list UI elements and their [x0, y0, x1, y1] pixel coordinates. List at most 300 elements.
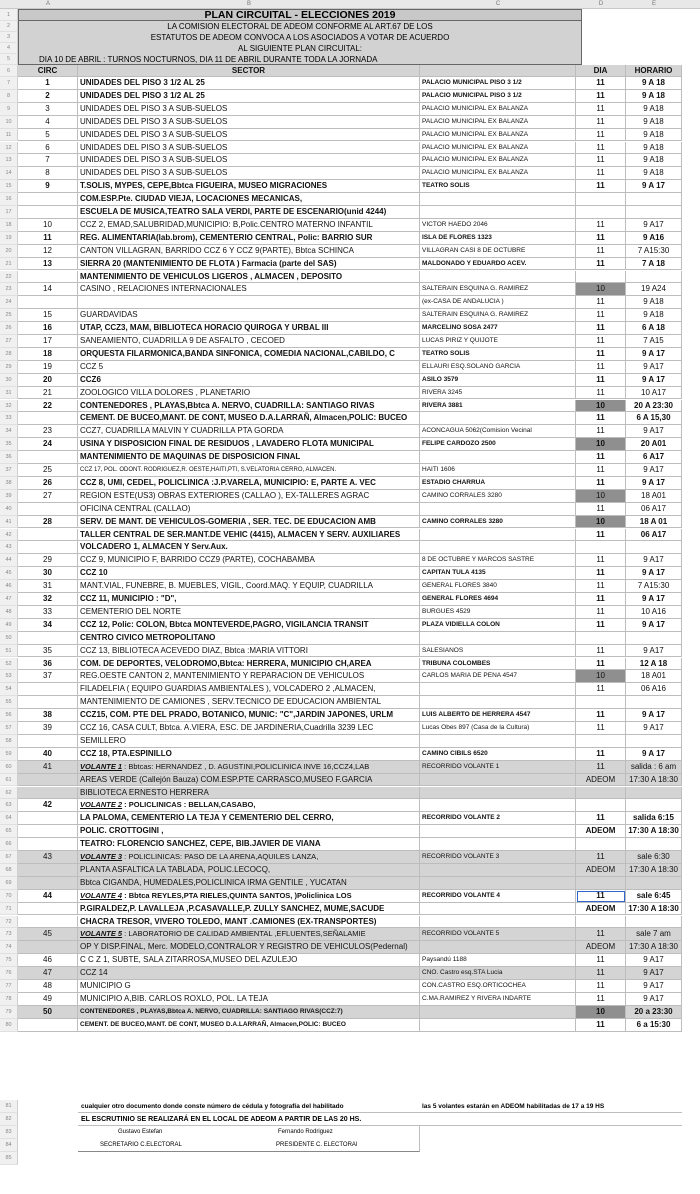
cell-horario[interactable]: 6 A 15,30 — [626, 412, 682, 425]
cell-circ[interactable]: 30 — [18, 567, 78, 580]
cell-sector[interactable]: CANTON VILLAGRAN, BARRIDO CCZ 6 Y CCZ 9(PARTE), Bbtca SCHINCA — [78, 245, 420, 258]
cell-sector[interactable]: UNIDADES DEL PISO 3 A SUB-SUELOS — [78, 154, 420, 167]
cell-circ[interactable]: 15 — [18, 309, 78, 322]
cell-circ[interactable]: 16 — [18, 322, 78, 335]
row-number[interactable]: 63 — [0, 799, 18, 812]
cell-dia[interactable] — [576, 787, 626, 800]
row-number[interactable]: 22 — [0, 271, 18, 284]
cell-location[interactable]: LUIS ALBERTO DE HERRERA 4547 — [420, 709, 576, 722]
cell-horario[interactable]: 9 A18 — [626, 142, 682, 155]
cell-dia[interactable] — [576, 632, 626, 645]
cell-location[interactable] — [420, 529, 576, 542]
cell-horario[interactable]: 9 A 17 — [626, 374, 682, 387]
cell-circ[interactable] — [18, 412, 78, 425]
row-number[interactable]: 70 — [0, 890, 18, 903]
cell-sector[interactable]: BIBLIOTECA ERNESTO HERRERA — [78, 787, 420, 800]
cell-circ[interactable] — [18, 838, 78, 851]
cell-location[interactable]: ACONCAGUA 5062(Comision Vecinal — [420, 425, 576, 438]
row-number[interactable]: 29 — [0, 361, 18, 374]
cell-circ[interactable] — [18, 271, 78, 284]
cell-circ[interactable]: 37 — [18, 670, 78, 683]
cell-location[interactable]: PALACIO MUNICIPAL EX BALANZA — [420, 116, 576, 129]
cell-location[interactable]: PALACIO MUNICIPAL EX BALANZA — [420, 142, 576, 155]
note-cell[interactable] — [78, 1100, 682, 1113]
cell-horario[interactable]: 9 A18 — [626, 154, 682, 167]
cell-location[interactable] — [420, 696, 576, 709]
column-header-c[interactable]: C — [495, 1, 501, 7]
cell-location[interactable]: LUCAS PIRIZ Y QUIJOTE — [420, 335, 576, 348]
cell-horario[interactable]: 17:30 A 18:30 — [626, 941, 682, 954]
cell-sector[interactable]: AREAS VERDE (Callejón Bauza) COM.ESP.PTE CARRASCO,MUSEO F.GARCIA — [78, 774, 420, 787]
cell-sector[interactable]: UNIDADES DEL PISO 3 1/2 AL 25 — [78, 90, 420, 103]
cell-circ[interactable] — [18, 529, 78, 542]
cell-dia[interactable]: 11 — [576, 167, 626, 180]
cell-location[interactable] — [420, 825, 576, 838]
cell-circ[interactable]: 35 — [18, 645, 78, 658]
cell-location[interactable]: ISLA DE FLORES 1323 — [420, 232, 576, 245]
row-number[interactable]: 53 — [0, 670, 18, 683]
cell-circ[interactable]: 39 — [18, 722, 78, 735]
cell-sector[interactable]: UNIDADES DEL PISO 3 A SUB-SUELOS — [78, 103, 420, 116]
row-number[interactable]: 32 — [0, 400, 18, 413]
row-number[interactable]: 57 — [0, 722, 18, 735]
cell-location[interactable]: Paysandú 1188 — [420, 954, 576, 967]
cell-location[interactable]: SALTERAIN ESQUINA G. RAMIREZ — [420, 309, 576, 322]
row-number[interactable]: 30 — [0, 374, 18, 387]
cell-circ[interactable] — [18, 503, 78, 516]
cell-location[interactable]: MALDONADO Y EDUARDO ACEV. — [420, 258, 576, 271]
cell-circ[interactable]: 11 — [18, 232, 78, 245]
cell-circ[interactable]: 19 — [18, 361, 78, 374]
row-number[interactable]: 58 — [0, 735, 18, 748]
cell-horario[interactable]: 9 A 17 — [626, 709, 682, 722]
cell-location[interactable]: GENERAL FLORES 4694 — [420, 593, 576, 606]
row-number[interactable]: 38 — [0, 477, 18, 490]
row-number[interactable]: 77 — [0, 980, 18, 993]
cell-location[interactable]: CAPITAN TULA 4135 — [420, 567, 576, 580]
cell-sector[interactable]: UNIDADES DEL PISO 3 1/2 AL 25 — [78, 77, 420, 90]
row-number[interactable]: 73 — [0, 928, 18, 941]
cell-circ[interactable] — [18, 774, 78, 787]
cell-location[interactable]: PALACIO MUNICIPAL PISO 3 1/2 — [420, 90, 576, 103]
cell-location[interactable] — [420, 903, 576, 916]
cell-dia[interactable] — [576, 838, 626, 851]
cell-circ[interactable] — [18, 941, 78, 954]
cell-sector[interactable]: MANT.VIAL, FUNEBRE, B. MUEBLES, VIGIL, Coord.MAQ. Y EQUIP, CUADRILLA — [78, 580, 420, 593]
cell-dia[interactable]: 11 — [576, 103, 626, 116]
cell-circ[interactable]: 40 — [18, 748, 78, 761]
cell-horario[interactable]: 9 A16 — [626, 232, 682, 245]
cell-dia[interactable]: 11 — [576, 348, 626, 361]
cell-horario[interactable]: 9 A 17 — [626, 567, 682, 580]
row-number[interactable]: 66 — [0, 838, 18, 851]
cell-horario[interactable]: 17:30 A 18:30 — [626, 774, 682, 787]
cell-location[interactable]: PALACIO MUNICIPAL EX BALANZA — [420, 103, 576, 116]
cell-horario[interactable]: 9 A17 — [626, 954, 682, 967]
row-number[interactable]: 23 — [0, 283, 18, 296]
row-number[interactable]: 37 — [0, 464, 18, 477]
cell-location[interactable] — [420, 632, 576, 645]
cell-location[interactable]: FELIPE CARDOZO 2500 — [420, 438, 576, 451]
cell-dia[interactable] — [576, 916, 626, 929]
row-number[interactable]: 71 — [0, 903, 18, 916]
header-blank[interactable] — [420, 65, 576, 77]
cell-sector[interactable]: CENTRO CIVICO METROPOLITANO — [78, 632, 420, 645]
cell-location[interactable]: BURGUES 4529 — [420, 606, 576, 619]
cell-sector[interactable]: ZOOLOGICO VILLA DOLORES , PLANETARIO — [78, 387, 420, 400]
cell-location[interactable] — [420, 941, 576, 954]
cell-circ[interactable] — [18, 1019, 78, 1032]
cell-horario[interactable]: 9 A18 — [626, 309, 682, 322]
row-number[interactable]: 19 — [0, 232, 18, 245]
cell-sector[interactable]: CCZ 8, UMI, CEDEL, POLICLINICA :J.P.VARELA, MUNICIPIO: E, PARTE A. VEC — [78, 477, 420, 490]
row-number[interactable]: 59 — [0, 748, 18, 761]
row-number[interactable]: 48 — [0, 606, 18, 619]
cell-circ[interactable]: 24 — [18, 438, 78, 451]
cell-sector[interactable]: SERV. DE MANT. DE VEHICULOS-GOMERIA , SER. TEC. DE EDUCACION AMB — [78, 516, 420, 529]
cell-circ[interactable]: 26 — [18, 477, 78, 490]
cell-dia[interactable]: 11 — [576, 683, 626, 696]
cell-sector[interactable]: CEMENT. DE BUCEO,MANT. DE CONT, MUSEO D.A.LARRAÑ, Almacen,POLIC: BUCEO — [78, 1019, 420, 1032]
row-number[interactable]: 69 — [0, 877, 18, 890]
cell-location[interactable]: VICTOR HAEDO 2046 — [420, 219, 576, 232]
cell-circ[interactable]: 12 — [18, 245, 78, 258]
cell-dia[interactable]: 11 — [576, 709, 626, 722]
cell-sector[interactable]: POLIC. CROTTOGINI , — [78, 825, 420, 838]
cell-sector[interactable]: CCZ 11, MUNICIPIO : "D", — [78, 593, 420, 606]
row-number[interactable]: 31 — [0, 387, 18, 400]
cell-circ[interactable] — [18, 916, 78, 929]
cell-horario[interactable]: 9 A17 — [626, 425, 682, 438]
cell-dia[interactable]: 11 — [576, 812, 626, 825]
cell-sector[interactable]: REG.OESTE CANTON 2, MANTENIMIENTO Y REPARACION DE VEHICULOS — [78, 670, 420, 683]
cell-location[interactable]: VILLAGRAN CASI 8 DE OCTUBRE — [420, 245, 576, 258]
cell-dia[interactable]: 11 — [576, 232, 626, 245]
cell-circ[interactable]: 25 — [18, 464, 78, 477]
cell-dia[interactable]: 11 — [576, 980, 626, 993]
row-number[interactable]: 12 — [0, 142, 18, 155]
row-number[interactable]: 9 — [0, 103, 18, 116]
cell-dia[interactable]: 11 — [576, 77, 626, 90]
cell-dia[interactable]: 11 — [576, 619, 626, 632]
row-number[interactable]: 39 — [0, 490, 18, 503]
cell-location[interactable]: RECORRIDO VOLANTE 3 — [420, 851, 576, 864]
cell-location[interactable]: PALACIO MUNICIPAL EX BALANZA — [420, 167, 576, 180]
column-header-b[interactable]: B — [246, 1, 251, 7]
cell-location[interactable] — [420, 451, 576, 464]
cell-circ[interactable]: 27 — [18, 490, 78, 503]
cell-dia[interactable]: 11 — [576, 761, 626, 774]
cell-dia[interactable]: 10 — [576, 400, 626, 413]
cell-dia[interactable]: 11 — [576, 722, 626, 735]
cell-horario[interactable]: 18 A01 — [626, 490, 682, 503]
cell-location[interactable] — [420, 541, 576, 554]
cell-horario[interactable] — [626, 916, 682, 929]
cell-horario[interactable]: 9 A18 — [626, 116, 682, 129]
column-header-e[interactable]: E — [651, 1, 656, 7]
cell-location[interactable] — [420, 1006, 576, 1019]
cell-dia[interactable]: 11 — [576, 129, 626, 142]
cell-horario[interactable]: 9 A 17 — [626, 180, 682, 193]
cell-sector[interactable]: TEATRO: FLORENCIO SANCHEZ, CEPE, BIB.JAVIER DE VIANA — [78, 838, 420, 851]
cell-sector[interactable]: SIERRA 20 (MANTENIMIENTO DE FLOTA ) Farmacia (parte del SAS) — [78, 258, 420, 271]
cell-sector[interactable] — [78, 928, 420, 941]
cell-circ[interactable]: 45 — [18, 928, 78, 941]
cell-dia[interactable]: 11 — [576, 593, 626, 606]
cell-horario[interactable]: 9 A 17 — [626, 748, 682, 761]
cell-horario[interactable]: salida : 6 am — [626, 761, 682, 774]
cell-dia[interactable]: 11 — [576, 451, 626, 464]
cell-location[interactable]: CAMINO CORRALES 3280 — [420, 516, 576, 529]
cell-dia[interactable]: 11 — [576, 296, 626, 309]
cell-circ[interactable]: 46 — [18, 954, 78, 967]
cell-sector[interactable]: USINA Y DISPOSICION FINAL DE RESIDUOS , LAVADERO FLOTA MUNICIPAL — [78, 438, 420, 451]
cell-horario[interactable]: 7 A15:30 — [626, 245, 682, 258]
cell-dia[interactable]: ADEOM — [576, 825, 626, 838]
cell-circ[interactable]: 13 — [18, 258, 78, 271]
row-number[interactable]: 33 — [0, 412, 18, 425]
cell-location[interactable]: HAITI 1606 — [420, 464, 576, 477]
cell-sector[interactable]: CHACRA TRESOR, VIVERO TOLEDO, MANT .CAMIONES (EX-TRANSPORTES) — [78, 916, 420, 929]
cell-sector[interactable]: ORQUESTA FILARMONICA,BANDA SINFONICA, COMEDIA NACIONAL,CABILDO, C — [78, 348, 420, 361]
cell-sector[interactable]: MANTENIMIENTO DE CAMIONES , SERV.TECNICO DE EDUCACION AMBIENTAL — [78, 696, 420, 709]
cell-circ[interactable]: 33 — [18, 606, 78, 619]
cell-circ[interactable]: 43 — [18, 851, 78, 864]
row-number[interactable]: 20 — [0, 245, 18, 258]
cell-circ[interactable]: 17 — [18, 335, 78, 348]
cell-dia[interactable]: 11 — [576, 554, 626, 567]
cell-horario[interactable] — [626, 632, 682, 645]
row-number[interactable]: 17 — [0, 206, 18, 219]
cell-dia[interactable]: 11 — [576, 258, 626, 271]
cell-dia[interactable]: 11 — [576, 567, 626, 580]
cell-location[interactable] — [420, 877, 576, 890]
cell-dia[interactable]: 11 — [576, 412, 626, 425]
cell-location[interactable] — [420, 838, 576, 851]
row-number[interactable]: 21 — [0, 258, 18, 271]
cell-dia[interactable]: 11 — [576, 464, 626, 477]
cell-sector[interactable] — [78, 890, 420, 903]
row-number[interactable]: 13 — [0, 154, 18, 167]
header-sector[interactable]: SECTOR — [78, 65, 420, 77]
cell-sector[interactable]: REG. ALIMENTARIA(lab.brom), CEMENTERIO CENTRAL, Polic: BARRIO SUR — [78, 232, 420, 245]
cell-location[interactable]: TEATRO SOLIS — [420, 180, 576, 193]
row-number[interactable]: 67 — [0, 851, 18, 864]
row-number[interactable]: 14 — [0, 167, 18, 180]
cell-horario[interactable]: 9 A17 — [626, 361, 682, 374]
cell-circ[interactable]: 36 — [18, 658, 78, 671]
cell-circ[interactable] — [18, 825, 78, 838]
cell-dia[interactable] — [576, 696, 626, 709]
cell-sector[interactable]: CEMENT. DE BUCEO,MANT. DE CONT, MUSEO D.A.LARRAÑ, Almacen,POLIC: BUCEO — [78, 412, 420, 425]
cell-location[interactable]: RECORRIDO VOLANTE 4 — [420, 890, 576, 903]
cell-sector[interactable]: CCZ7, CUADRILLA MALVIN Y CUADRILLA PTA GORDA — [78, 425, 420, 438]
row-number[interactable]: 60 — [0, 761, 18, 774]
cell-circ[interactable] — [18, 812, 78, 825]
cell-horario[interactable]: 9 A 17 — [626, 593, 682, 606]
cell-location[interactable]: (ex-CASA DE ANDALUCIA ) — [420, 296, 576, 309]
cell-sector[interactable]: UNIDADES DEL PISO 3 A SUB-SUELOS — [78, 167, 420, 180]
cell-horario[interactable]: sale 6:45 — [626, 890, 682, 903]
cell-dia[interactable]: 11 — [576, 748, 626, 761]
cell-location[interactable]: PALACIO MUNICIPAL EX BALANZA — [420, 154, 576, 167]
cell-dia[interactable]: 11 — [576, 851, 626, 864]
cell-horario[interactable]: 9 A18 — [626, 167, 682, 180]
cell-horario[interactable]: 9 A 17 — [626, 619, 682, 632]
cell-horario[interactable]: 9 A17 — [626, 722, 682, 735]
cell-dia[interactable]: 11 — [576, 180, 626, 193]
cell-sector[interactable]: CCZ 16, CASA CULT, Bbtca. A.VIERA, ESC. DE JARDINERIA,Cuadrilla 3239 LEC — [78, 722, 420, 735]
cell-sector[interactable]: VOLCADERO 1, ALMACEN Y Serv.Aux. — [78, 541, 420, 554]
cell-circ[interactable]: 28 — [18, 516, 78, 529]
cell-circ[interactable]: 2 — [18, 90, 78, 103]
cell-sector[interactable]: CONTENEDORES , PLAYAS,Bbtca A. NERVO, CUADRILLA: SANTIAGO RIVAS — [78, 400, 420, 413]
row-number[interactable]: 28 — [0, 348, 18, 361]
cell-horario[interactable]: 9 A17 — [626, 464, 682, 477]
cell-sector[interactable]: OFICINA CENTRAL (CALLAO) — [78, 503, 420, 516]
cell-dia[interactable]: 11 — [576, 245, 626, 258]
cell-sector[interactable]: MANTENIMIENTO DE MAQUINAS DE DISPOSICION FINAL — [78, 451, 420, 464]
cell-circ[interactable]: 50 — [18, 1006, 78, 1019]
cell-sector[interactable] — [78, 296, 420, 309]
cell-location[interactable]: PLAZA VIDIELLA COLON — [420, 619, 576, 632]
cell-location[interactable]: SALESIANOS — [420, 645, 576, 658]
cell-circ[interactable] — [18, 541, 78, 554]
cell-dia[interactable]: ADEOM — [576, 774, 626, 787]
cell-horario[interactable]: 06 A17 — [626, 529, 682, 542]
cell-sector[interactable]: SEMILLERO — [78, 735, 420, 748]
cell-sector[interactable]: MANTENIMIENTO DE VEHICULOS LIGEROS , ALMACEN , DEPOSITO — [78, 271, 420, 284]
row-number[interactable]: 11 — [0, 129, 18, 142]
column-header-d[interactable]: D — [598, 1, 604, 7]
cell-sector[interactable]: CCZ 18, PTA.ESPINILLO — [78, 748, 420, 761]
cell-sector[interactable] — [78, 851, 420, 864]
cell-dia[interactable]: 11 — [576, 580, 626, 593]
cell-circ[interactable] — [18, 206, 78, 219]
cell-horario[interactable] — [626, 696, 682, 709]
cell-horario[interactable]: 6 A17 — [626, 451, 682, 464]
cell-sector[interactable]: PLANTA ASFALTICA LA TABLADA, POLIC.LECOCQ, — [78, 864, 420, 877]
cell-sector[interactable]: COM.ESP.Pte. CIUDAD VIEJA, LOCACIONES MECANICAS, — [78, 193, 420, 206]
cell-horario[interactable]: sale 7 am — [626, 928, 682, 941]
cell-horario[interactable]: 9 A17 — [626, 554, 682, 567]
cell-sector[interactable]: TALLER CENTRAL DE SER.MANT.DE VEHIC (4415), ALMACEN Y SERV. AUXILIARES — [78, 529, 420, 542]
cell-horario[interactable] — [626, 193, 682, 206]
cell-sector[interactable] — [78, 799, 420, 812]
cell-circ[interactable]: 3 — [18, 103, 78, 116]
row-number[interactable]: 35 — [0, 438, 18, 451]
cell-dia[interactable]: 11 — [576, 503, 626, 516]
cell-sector[interactable]: MUNICIPIO A,BIB. CARLOS ROXLO, POL. LA TEJA — [78, 993, 420, 1006]
cell-location[interactable] — [420, 1019, 576, 1032]
cell-dia[interactable] — [576, 541, 626, 554]
cell-dia[interactable]: 11 — [576, 529, 626, 542]
cell-circ[interactable] — [18, 451, 78, 464]
row-number[interactable]: 50 — [0, 632, 18, 645]
cell-circ[interactable] — [18, 903, 78, 916]
cell-dia[interactable]: 11 — [576, 90, 626, 103]
cell-location[interactable] — [420, 271, 576, 284]
cell-horario[interactable]: 9 A17 — [626, 645, 682, 658]
cell-horario[interactable]: 7 A15:30 — [626, 580, 682, 593]
cell-circ[interactable]: 10 — [18, 219, 78, 232]
cell-circ[interactable]: 22 — [18, 400, 78, 413]
cell-horario[interactable]: 9 A18 — [626, 103, 682, 116]
cell-dia[interactable]: 11 — [576, 309, 626, 322]
cell-horario[interactable]: 10 A16 — [626, 606, 682, 619]
cell-sector[interactable]: UNIDADES DEL PISO 3 A SUB-SUELOS — [78, 142, 420, 155]
row-number[interactable]: 44 — [0, 554, 18, 567]
cell-circ[interactable]: 34 — [18, 619, 78, 632]
cell-circ[interactable]: 48 — [18, 980, 78, 993]
row-number[interactable]: 47 — [0, 593, 18, 606]
row-number[interactable]: 80 — [0, 1019, 18, 1032]
cell-sector[interactable]: MUNICIPIO G — [78, 980, 420, 993]
row-number[interactable]: 34 — [0, 425, 18, 438]
cell-horario[interactable]: 9 A17 — [626, 219, 682, 232]
cell-circ[interactable] — [18, 864, 78, 877]
row-number[interactable]: 15 — [0, 180, 18, 193]
cell-sector[interactable]: GUARDAVIDAS — [78, 309, 420, 322]
cell-circ[interactable]: 4 — [18, 116, 78, 129]
cell-location[interactable]: RECORRIDO VOLANTE 1 — [420, 761, 576, 774]
cell-location[interactable]: RIVERA 3245 — [420, 387, 576, 400]
cell-dia[interactable]: 11 — [576, 645, 626, 658]
note-escrutinio[interactable]: EL ESCRUTINIO SE REALIZARÁ EN EL LOCAL DE ADEOM A PARTIR DE LAS 20 HS. — [78, 1113, 682, 1126]
cell-horario[interactable]: 9 A17 — [626, 993, 682, 1006]
cell-location[interactable] — [420, 774, 576, 787]
cell-dia[interactable]: 11 — [576, 890, 626, 903]
cell-circ[interactable]: 9 — [18, 180, 78, 193]
row-number[interactable]: 56 — [0, 709, 18, 722]
header-dia[interactable]: DIA — [576, 65, 626, 77]
row-number[interactable]: 61 — [0, 774, 18, 787]
cell-circ[interactable]: 47 — [18, 967, 78, 980]
cell-location[interactable]: TEATRO SOLIS — [420, 348, 576, 361]
cell-sector[interactable]: Bbtca CIGANDA, HUMEDALES,POLICLINICA IRMA GENTILE , YUCATAN — [78, 877, 420, 890]
cell-circ[interactable]: 6 — [18, 142, 78, 155]
cell-sector[interactable]: OP Y DISP.FINAL, Merc. MODELO,CONTRALOR Y REGISTRO DE VEHICULOS(Pedernal) — [78, 941, 420, 954]
cell-circ[interactable] — [18, 877, 78, 890]
cell-dia[interactable]: 11 — [576, 954, 626, 967]
cell-horario[interactable]: 10 A17 — [626, 387, 682, 400]
cell-location[interactable]: RECORRIDO VOLANTE 2 — [420, 812, 576, 825]
cell-horario[interactable]: 06 A17 — [626, 503, 682, 516]
intro-line[interactable]: ESTATUTOS DE ADEOM CONVOCA A LOS ASOCIADOS A VOTAR DE ACUERDO — [18, 32, 582, 43]
cell-location[interactable] — [420, 412, 576, 425]
cell-circ[interactable] — [18, 193, 78, 206]
cell-horario[interactable]: salida 6:15 — [626, 812, 682, 825]
cell-horario[interactable]: 17:30 A 18:30 — [626, 864, 682, 877]
cell-location[interactable] — [420, 916, 576, 929]
cell-location[interactable]: PALACIO MUNICIPAL PISO 3 1/2 — [420, 77, 576, 90]
row-number[interactable]: 43 — [0, 541, 18, 554]
cell-circ[interactable]: 42 — [18, 799, 78, 812]
cell-location[interactable]: ASILO 3579 — [420, 374, 576, 387]
cell-dia[interactable]: 11 — [576, 658, 626, 671]
cell-dia[interactable]: 11 — [576, 425, 626, 438]
cell-horario[interactable]: 17:30 A 18:30 — [626, 903, 682, 916]
row-number[interactable]: 26 — [0, 322, 18, 335]
cell-location[interactable]: ELLAURI ESQ.SOLANO GARCIA — [420, 361, 576, 374]
cell-location[interactable]: CAMINO CIBILS 6520 — [420, 748, 576, 761]
row-number[interactable]: 65 — [0, 825, 18, 838]
cell-circ[interactable]: 8 — [18, 167, 78, 180]
cell-location[interactable]: CON.CASTRO ESQ.ORTICOCHEA — [420, 980, 576, 993]
cell-location[interactable] — [420, 864, 576, 877]
row-number[interactable]: 41 — [0, 516, 18, 529]
column-header-a[interactable]: A — [45, 1, 50, 7]
